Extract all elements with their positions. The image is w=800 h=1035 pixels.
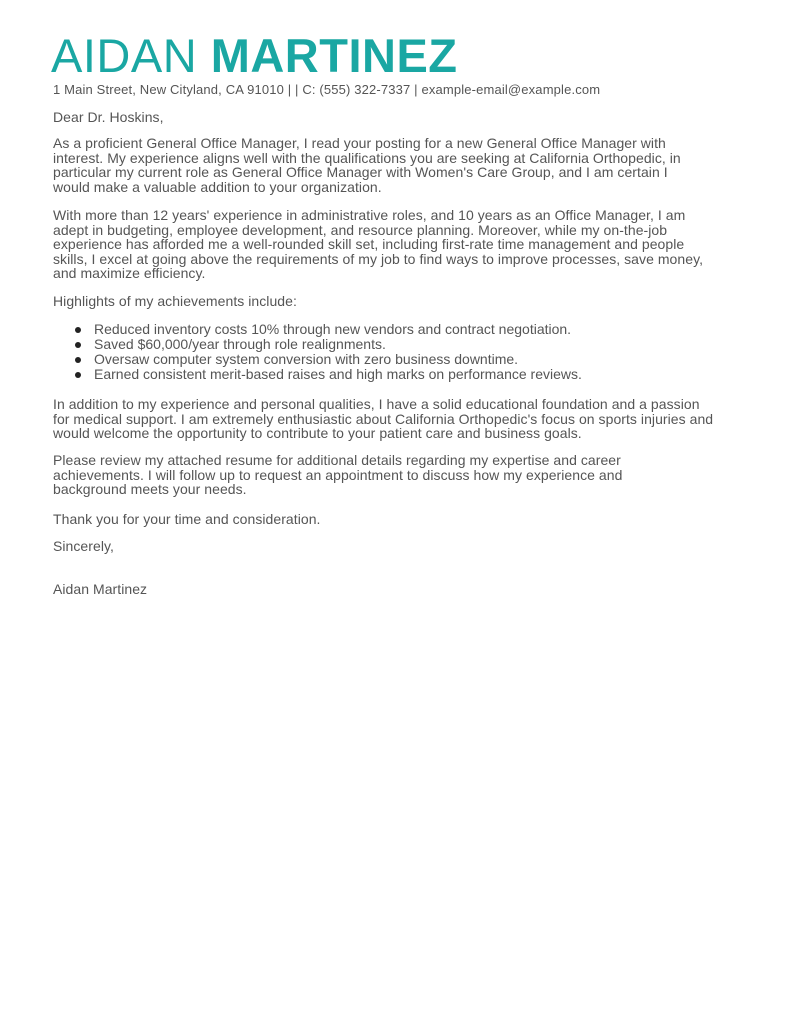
contact-line: 1 Main Street, New Cityland, CA 91010 | | C: (555) 322-7337 | example-email@example.com — [53, 82, 601, 97]
bullet-icon — [75, 372, 81, 378]
highlights-list — [53, 322, 582, 382]
signature: Aidan Martinez — [53, 581, 148, 597]
closing: Sincerely, — [53, 538, 114, 554]
list-item-text: Saved $60,000/year through role realignments. — [94, 336, 386, 352]
list-item-text: Earned consistent merit-based raises and high marks on performance reviews. — [94, 366, 582, 382]
text-line: achievements. I will follow up to request an appointment to discuss how my experience and — [53, 466, 623, 483]
paragraph-3 — [53, 397, 713, 441]
paragraph-4 — [53, 453, 622, 497]
list-item — [53, 322, 582, 337]
text-line: would make a valuable addition to your organization. — [53, 178, 382, 195]
salutation: Dear Dr. Hoskins, — [53, 109, 164, 125]
list-item-text: Reduced inventory costs 10% through new vendors and contract negotiation. — [94, 321, 572, 337]
list-item — [53, 337, 582, 352]
text-line: In addition to my experience and personal qualities, I have a solid educational foundation and a passion — [53, 396, 700, 412]
bullet-icon — [75, 327, 81, 333]
bullet-icon — [75, 342, 81, 348]
last-name: MARTINEZ — [210, 29, 458, 82]
paragraph-2 — [53, 208, 703, 281]
text-line: background meets your needs. — [53, 481, 247, 498]
text-line: As a proficient General Office Manager, I read your posting for a new General Office Manager with — [53, 135, 666, 151]
list-item — [53, 352, 582, 367]
list-item-text: Oversaw computer system conversion with zero business downtime. — [94, 351, 519, 367]
highlights-intro: Highlights of my achievements include: — [53, 293, 297, 309]
text-line: With more than 12 years' experience in administrative roles, and 10 years as an Office Manager, I am — [53, 207, 686, 223]
text-line: and maximize efficiency. — [53, 265, 206, 282]
text-line: Please review my attached resume for additional details regarding my expertise and career — [53, 452, 621, 468]
text-line: interest. My experience aligns well with the qualifications you are seeking at California Orthopedic, in — [53, 149, 681, 166]
list-item — [53, 367, 582, 382]
paragraph-1 — [53, 136, 681, 194]
applicant-name — [51, 30, 458, 82]
bullet-icon — [75, 357, 81, 363]
text-line: experience has afforded me a well-rounded skill set, including first-rate time management and people — [53, 236, 685, 253]
text-line: for medical support. I am extremely enthusiastic about California Orthopedic's focus on sports injuries and — [53, 410, 714, 427]
text-line: skills, I excel at going above the requirements of my job to find ways to improve processes, save money, — [53, 250, 704, 267]
text-line: adept in budgeting, employee development, and resource planning. Moreover, while my on-the-job — [53, 221, 668, 238]
thanks-line: Thank you for your time and consideration. — [53, 511, 321, 527]
first-name: AIDAN — [51, 29, 198, 82]
text-line: would welcome the opportunity to contribute to your patient care and business goals. — [53, 425, 582, 442]
text-line: particular my current role as General Office Manager with Women's Care Group, and I am certain I — [53, 164, 668, 181]
